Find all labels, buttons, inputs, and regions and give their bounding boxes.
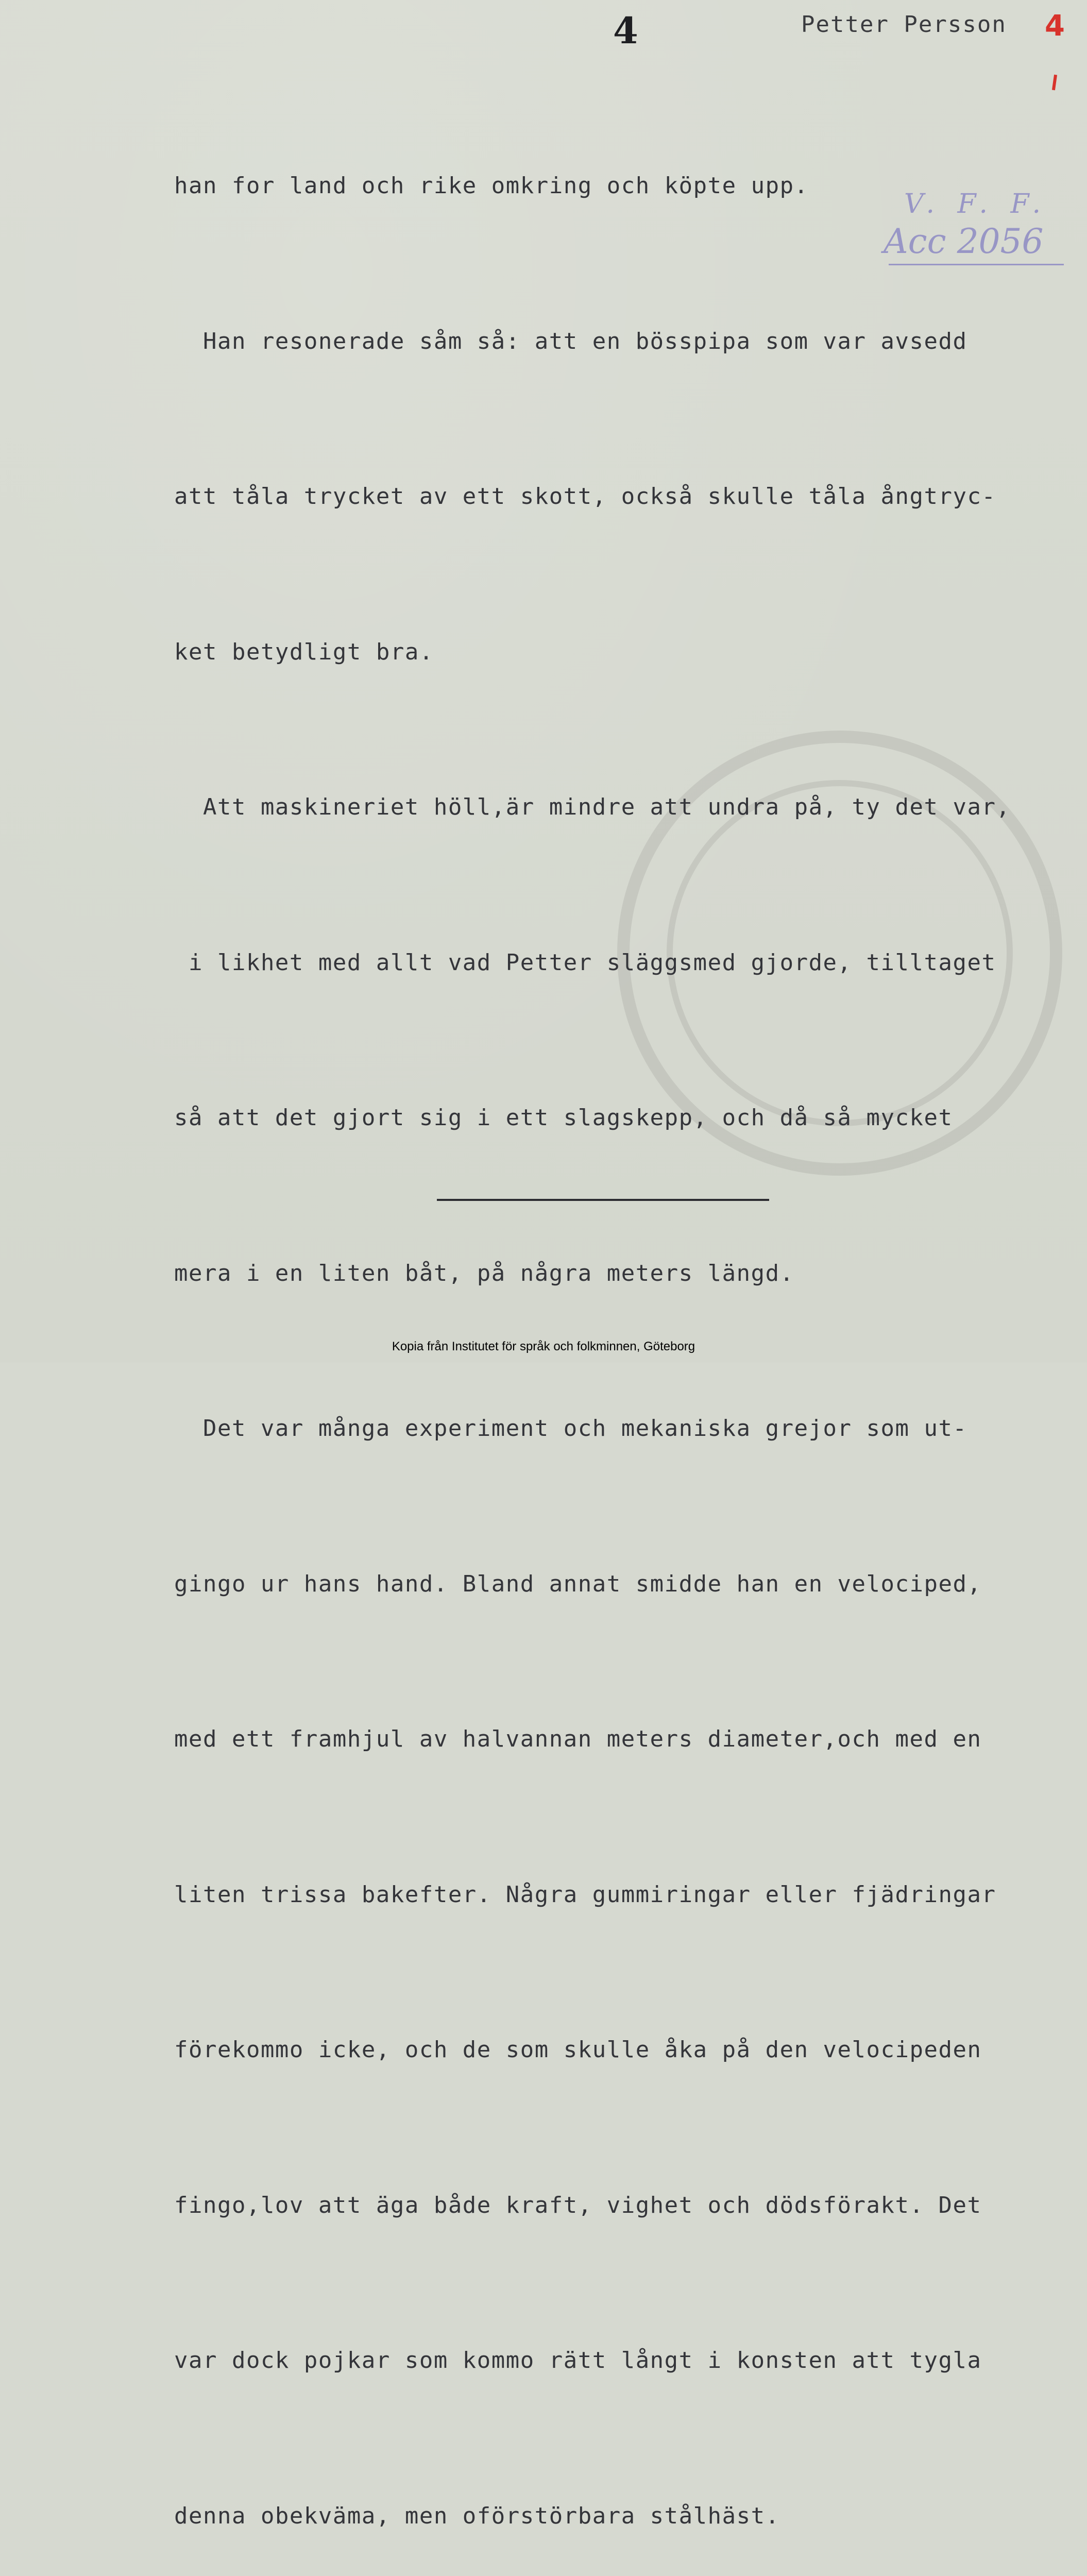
author-header: Petter Persson	[801, 11, 1007, 38]
text-line: liten trissa bakefter. Några gummiringar eller fjädringar	[174, 1881, 996, 1908]
text-line: så att det gjort sig i ett slagskepp, och då så mycket	[174, 1105, 953, 1131]
archive-footer: Kopia från Institutet för språk och folkminnen, Göteborg	[392, 1340, 695, 1353]
text-line: mera i en liten båt, på några meters längd.	[174, 1260, 794, 1286]
text-line: han for land och rike omkring och köpte upp.	[174, 173, 809, 199]
text-line: denna obekväma, men oförstörbara stålhäst.	[174, 2502, 780, 2529]
text-line: ket betydligt bra.	[174, 638, 434, 665]
text-line: med ett framhjul av halvannan meters diameter,och med en	[174, 1726, 982, 1752]
text-line: Han resonerade såm så: att en bösspipa som var avsedd	[174, 328, 967, 354]
text-line: fingo,lov att äga både kraft, vighet och dödsförakt. Det	[174, 2192, 982, 2218]
typed-body-text	[174, 57, 1081, 2576]
closing-rule	[437, 1199, 769, 1201]
red-page-number: 4	[1045, 9, 1065, 43]
page-number: 4	[613, 9, 638, 52]
text-line: var dock pojkar som kommo rätt långt i konsten att tygla	[174, 2347, 982, 2374]
text-line: gingo ur hans hand. Bland annat smidde han en velociped,	[174, 1570, 982, 1597]
text-line: att tåla trycket av ett skott, också skulle tåla ångtryc-	[174, 483, 996, 510]
stamp-line-2: Acc 2056	[884, 222, 1044, 261]
text-line: i likhet med allt vad Petter släggsmed gjorde, tilltaget	[174, 949, 996, 976]
text-line: Att maskineriet höll,är mindre att undra på, ty det var,	[174, 794, 1011, 820]
text-line: förekommo icke, och de som skulle åka på den velocipeden	[174, 2037, 982, 2063]
text-line: Det var många experiment och mekaniska grejor som ut-	[174, 1415, 967, 1442]
stamp-line-1: V. F. F.	[904, 189, 1048, 219]
